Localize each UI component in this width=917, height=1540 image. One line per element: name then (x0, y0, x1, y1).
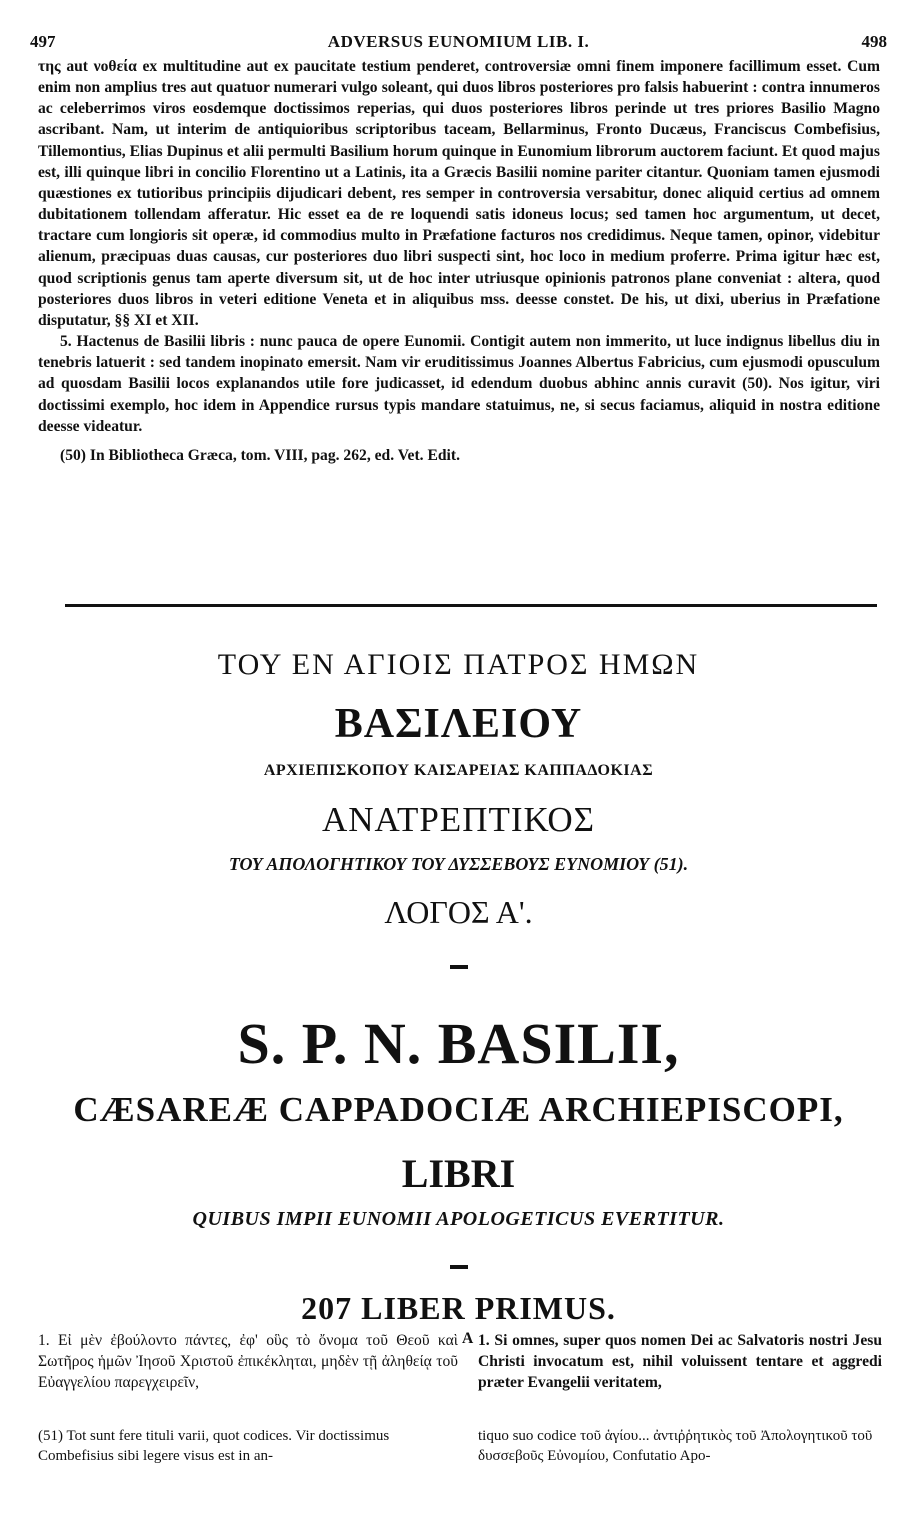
latin-paragraph-1: 1. Si omnes, super quos nomen Dei ac Salvatoris nostri Jesu Christi invocatum est, nihil voluissent tentare et aggredi præter Evangelii veritatem, (478, 1332, 882, 1391)
title-dash (450, 1265, 468, 1269)
latin-column (478, 1330, 882, 1393)
book-heading: 207 LIBER PRIMUS. (301, 1290, 616, 1326)
page-number-left: 497 (30, 32, 56, 51)
latin-libri: LIBRI (401, 1151, 516, 1196)
greek-author-office: ΑΡΧΙΕΠΙΣΚΟΠΟΥ ΚΑΙΣΑΡΕΙΑΣ ΚΑΠΠΑΔΟΚΙΑΣ (263, 762, 654, 779)
page-number-right: 498 (861, 32, 887, 51)
greek-book-number: ΛΟΓΟΣ Α'. (384, 894, 533, 930)
footnote-51-right: tiquo suo codice τοῦ ἁγίου... ἀντιῤῥητικὸς τοῦ Ἀπολογητικοῦ τοῦ δυσσεβοῦς Εὐνομίου, Confutatio Apo- (478, 1428, 873, 1464)
greek-author-name: ΒΑΣΙΛΕΙΟΥ (334, 701, 583, 747)
latin-subtitle: QUIBUS IMPII EUNOMII APOLOGETICUS EVERTITUR. (192, 1208, 725, 1230)
latin-author-name: S. P. N. BASILII, (237, 1011, 680, 1076)
latin-author-office: CÆSAREÆ CAPPADOCIÆ ARCHIEPISCOPI, (73, 1090, 844, 1129)
paragraph-5: 5. Hactenus de Basilii libris : nunc pauca de opere Eunomii. Contigit autem non immerito, ut luce indignus libellus diu in tenebris latuerit : sed tandem inopinato emersit. Nam vir eruditissimus Joannes Albertus Fabricius, cum ejusmodi opusculum ad quosdam Basilii locos explanandos utile fore judicasset, id edendum duobus abhinc annis curavit (50). Nos igitur, viri doctissimi exemplo, hoc idem in Appendice rursus typis mandare statuimus, ne, si secus faciamus, aliquid in nostra editione deesse videatur. (38, 333, 880, 435)
paragraph-4-continued: της aut νοθεία ex multitudine aut ex paucitate testium penderet, controversiæ omni finem imponere facillimum esset. Cum enim non amplius tres aut quatuor numerari vulgo soleant, qui duos libros posteriores pro falsis habuerint : contra innumeros ac celeberrimos viros eosdemque doctissimos reperias, qui duos posteriores libros perinde ut tres priores Basilio Magno ascribant. Nam, ut interim de antiquioribus scriptoribus taceam, Bellarminus, Fronto Ducæus, Franciscus Combefisius, Tillemontius, Elias Dupinus et alii permulti Basilium horum quinque in Eunomium librorum auctorem faciunt. Et quod majus est, illi quinque libri in concilio Florentino ut a Latinis, ita a Græcis Basilii nomine pariter citantur. Quoniam tamen ejusmodi quæstiones ex tutioribus principiis dijudicari debent, res semper in controversia versabitur, donec aliquid certius ad omnem dubitationem tollendam afferatur. Hic esset ea de re loquendi satis idoneus locus; sed tamen hoc argumentum, ut decet, tractare cum longioris sit operæ, id commodius multo in Præfatione facturos nos credidimus. Neque tamen, opinor, videbitur alienum, præcipuas duas causas, cur posteriores duo libri suspecti sint, hoc loco in medium proferre. Prima igitur hæc est, quod scriptionis genus tam aperte diversum sit, ut de hoc inter utriusque opinionis patronos plane conveniat : altera, quod posteriores duos libros in veteri editione Veneta et in aliquibus mss. deesse constet. De his, ut dixi, uberius in Præfatione disputatur, §§ XI et XII. (38, 58, 880, 329)
preface-text (38, 56, 880, 466)
running-header (30, 32, 887, 54)
title-dash (450, 965, 468, 969)
section-divider (65, 604, 877, 607)
greek-paragraph-1: 1. Εἰ μὲν ἐβούλοντο πάντες, ἐφ' οὓς τὸ ὄνομα τοῦ Θεοῦ καὶ Σωτῆρος ἡμῶν Ἰησοῦ Χριστοῦ ἐπικέκληται, μηδὲν τῇ ἀληθείᾳ τοῦ Εὐαγγελίου παρεγχειρεῖν, (38, 1332, 458, 1391)
running-title: ADVERSUS EUNOMIUM LIB. I. (327, 32, 590, 51)
margin-letter: A (462, 1330, 474, 1347)
greek-column (38, 1330, 458, 1393)
greek-work-subtitle: ΤΟΥ ΑΠΟΛΟΓΗΤΙΚΟΥ ΤΟΥ ΔΥΣΣΕΒΟΥΣ ΕΥΝΟΜΙΟΥ (51). (228, 854, 689, 874)
greek-heading-line1: ΤΟΥ ΕΝ ΑΓΙΟΙΣ ΠΑΤΡΟΣ ΗΜΩΝ (217, 648, 700, 681)
greek-work-title: ΑΝΑΤΡΕΠΤΙΚΟΣ (321, 800, 596, 839)
footnote-51-left: (51) Tot sunt fere tituli varii, quot codices. Vir doctissimus Combefisius sibi legere visus est in an- (38, 1428, 390, 1464)
footnote-50: (50) In Bibliotheca Græca, tom. VIII, pag. 262, ed. Vet. Edit. (60, 446, 460, 464)
